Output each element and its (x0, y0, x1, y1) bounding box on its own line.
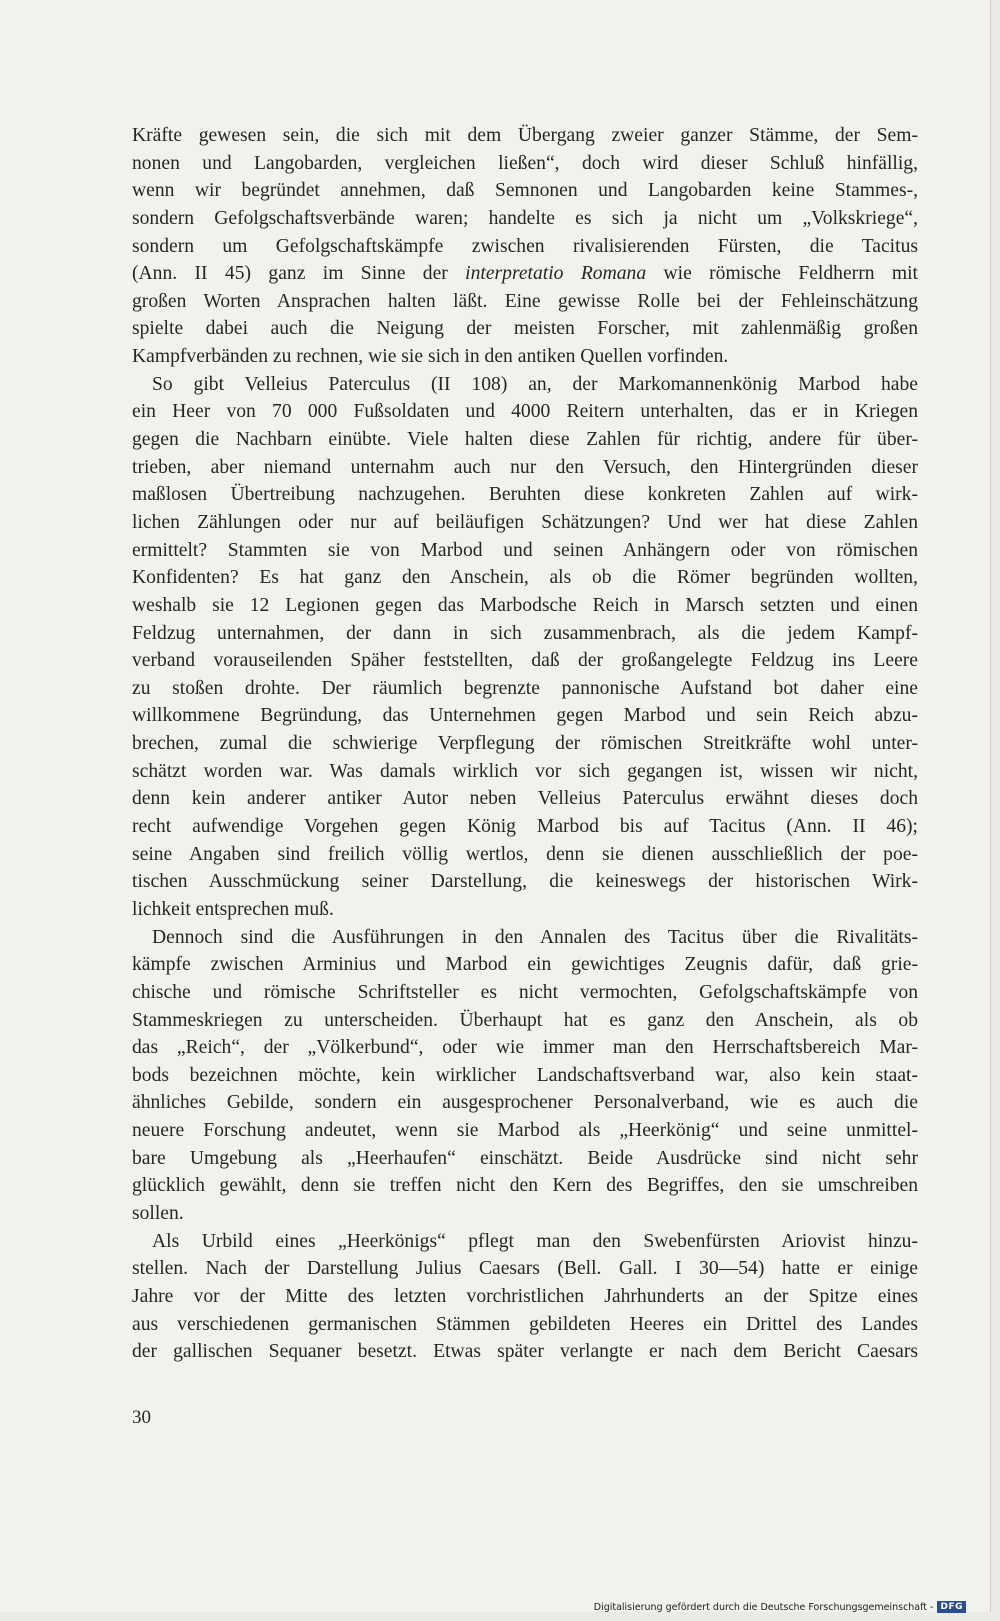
text-line: denn kein anderer antiker Autor neben Velleius Paterculus erwähnt dieses doch (132, 788, 918, 810)
text-line: ähnliches Gebilde, sondern ein ausgesprochener Personalverband, wie es auch die (132, 1092, 918, 1114)
text-line: sollen. (132, 1202, 184, 1224)
text-line: schätzt worden war. Was damals wirklich vor sich gegangen ist, wissen wir nicht, (132, 760, 918, 782)
body-text (132, 122, 918, 1366)
text-line: willkommene Begründung, das Unternehmen gegen Marbod und sein Reich abzu- (132, 705, 918, 727)
credit-text: Digitalisierung gefördert durch die Deutsche Forschungsgemeinschaft - (593, 1601, 934, 1613)
text-line: verband vorauseilenden Späher feststellten, daß der großangelegte Feldzug ins Leere (132, 650, 918, 672)
text-line: Konfidenten? Es hat ganz den Anschein, als ob die Römer begründen wollten, (132, 567, 918, 589)
text-line: ein Heer von 70 000 Fußsoldaten und 4000 Reitern unterhalten, das er in Kriegen (132, 401, 918, 423)
text-line: zu stoßen drohte. Der räumlich begrenzte pannonische Aufstand bot daher eine (132, 677, 918, 699)
text-line: Kampfverbänden zu rechnen, wie sie sich in den antiken Quellen vorfinden. (132, 346, 729, 368)
text-line: maßlosen Übertreibung nachzugehen. Beruhten diese konkreten Zahlen auf wirk- (132, 484, 918, 506)
text-line: (Ann. II 45) ganz im Sinne der interpretatio Romana wie römische Feldherrn mit (132, 263, 918, 285)
text-line: lichkeit entsprechen muß. (132, 898, 334, 920)
text-line: stellen. Nach der Darstellung Julius Caesars (Bell. Gall. I 30—54) hatte er einige (132, 1258, 918, 1280)
dfg-logo: DFG (937, 1601, 966, 1613)
text-line: nonen und Langobarden, vergleichen ließen“, doch wird dieser Schluß hinfällig, (132, 152, 918, 174)
text-line: großen Worten Ansprachen halten läßt. Eine gewisse Rolle bei der Fehleinschätzung (132, 290, 918, 312)
text-line: spielte dabei auch die Neigung der meisten Forscher, mit zahlenmäßig großen (132, 318, 918, 340)
text-line: kämpfe zwischen Arminius und Marbod ein gewichtiges Zeugnis dafür, daß grie- (132, 954, 918, 976)
text-line: Als Urbild eines „Heerkönigs“ pflegt man den Swebenfürsten Ariovist hinzu- (152, 1230, 918, 1252)
text-line: neuere Forschung andeutet, wenn sie Marbod als „Heerkönig“ und seine unmittel- (132, 1120, 918, 1142)
text-line: lichen Zählungen oder nur auf beiläufigen Schätzungen? Und wer hat diese Zahlen (132, 511, 918, 533)
text-line: ermittelt? Stammten sie von Marbod und seinen Anhängern oder von römischen (132, 539, 918, 561)
italic-phrase: interpretatio Romana (465, 263, 647, 285)
text-line: sondern um Gefolgschaftskämpfe zwischen rivalisierenden Fürsten, die Tacitus (132, 235, 918, 257)
text-line: das „Reich“, der „Völkerbund“, oder wie immer man den Herrschaftsbereich Mar- (132, 1037, 918, 1059)
text-line: chische und römische Schriftsteller es nicht vermochten, Gefolgschaftskämpfe von (132, 981, 918, 1003)
page-number: 30 (132, 1407, 151, 1428)
text-line: Stammeskriegen zu unterscheiden. Überhaupt hat es ganz den Anschein, als ob (132, 1009, 918, 1031)
text-line: tischen Ausschmückung seiner Darstellung, die keineswegs der historischen Wirk- (132, 871, 918, 893)
text-line: bare Umgebung als „Heerhaufen“ einschätzt. Beide Ausdrücke sind nicht sehr (132, 1147, 918, 1169)
text-line: aus verschiedenen germanischen Stämmen gebildeten Heeres ein Drittel des Landes (132, 1313, 918, 1335)
text-line: der gallischen Sequaner besetzt. Etwas später verlangte er nach dem Bericht Caesars (132, 1341, 918, 1363)
text-line: glücklich gewählt, denn sie treffen nicht den Kern des Begriffes, den sie umschreiben (132, 1175, 918, 1197)
text-line: Feldzug unternahmen, der dann in sich zusammenbrach, als die jedem Kampf- (132, 622, 918, 644)
text-line: So gibt Velleius Paterculus (II 108) an, der Markomannenkönig Marbod habe (152, 373, 918, 395)
text-line: sondern Gefolgschaftsverbände waren; handelte es sich ja nicht um „Volkskriege“, (132, 207, 918, 229)
text-line: gegen die Nachbarn einübte. Viele halten diese Zahlen für richtig, andere für über- (132, 429, 918, 451)
digitization-credit (594, 1601, 966, 1613)
text-line: Jahre vor der Mitte des letzten vorchristlichen Jahrhunderts an der Spitze eines (132, 1285, 918, 1307)
text-line: Kräfte gewesen sein, die sich mit dem Übergang zweier ganzer Stämme, der Sem- (132, 125, 918, 146)
text-line: Dennoch sind die Ausführungen in den Annalen des Tacitus über die Rivalitäts- (152, 926, 918, 948)
text-line: bods bezeichnen möchte, kein wirklicher Landschaftsverband war, also kein staat- (132, 1064, 918, 1086)
text-line: brechen, zumal die schwierige Verpflegung der römischen Streitkräfte wohl unter- (132, 733, 918, 755)
text-line: wenn wir begründet annehmen, daß Semnonen und Langobarden keine Stammes-, (132, 180, 918, 202)
text-line: recht aufwendige Vorgehen gegen König Marbod bis auf Tacitus (Ann. II 46); (132, 816, 918, 838)
text-line: weshalb sie 12 Legionen gegen das Marbodsche Reich in Marsch setzten und einen (132, 594, 918, 616)
text-line: trieben, aber niemand unternahm auch nur den Versuch, den Hintergründen dieser (132, 456, 918, 478)
text-line: seine Angaben sind freilich völlig wertlos, denn sie dienen ausschließlich der poe- (132, 843, 918, 865)
